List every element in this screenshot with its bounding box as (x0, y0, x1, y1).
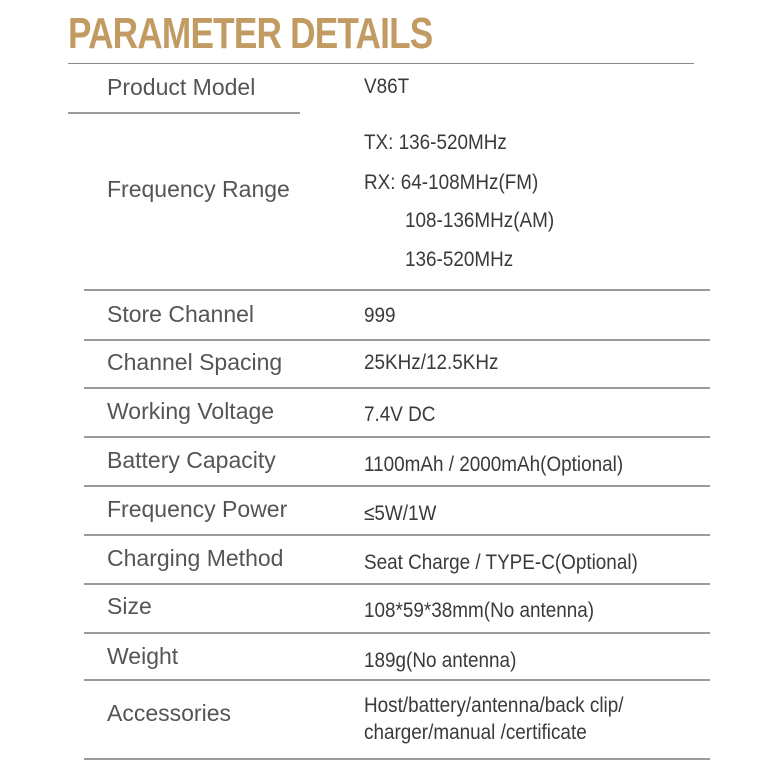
row-divider (84, 339, 710, 341)
param-label-frequency-range: Frequency Range (107, 176, 290, 202)
row-divider (84, 679, 710, 681)
row-divider (84, 583, 710, 585)
row-divider (84, 436, 710, 438)
title-divider (68, 63, 694, 64)
row-divider (84, 485, 710, 487)
param-value-frequency-tx: TX: 136-520MHz (364, 131, 507, 154)
param-value-frequency-rx: RX: 64-108MHz(FM) (364, 171, 539, 194)
param-value-working-voltage: 7.4V DC (364, 403, 436, 426)
param-value-accessories-line1: Host/battery/antenna/back clip/ (364, 694, 624, 717)
param-label-channel-spacing: Channel Spacing (107, 349, 283, 375)
param-label-working-voltage: Working Voltage (107, 398, 275, 424)
param-value-battery-capacity: 1100mAh / 2000mAh(Optional) (364, 453, 624, 476)
param-label-size: Size (107, 593, 152, 619)
param-label-charging-method: Charging Method (107, 545, 284, 571)
param-label-accessories: Accessories (107, 700, 231, 726)
param-label-frequency-power: Frequency Power (107, 496, 288, 522)
param-label-weight: Weight (107, 643, 179, 669)
row-divider (84, 758, 710, 760)
param-value-frequency-uhf: 136-520MHz (405, 248, 514, 271)
row-divider (84, 632, 710, 634)
param-label-store-channel: Store Channel (107, 301, 255, 327)
param-value-store-channel: 999 (364, 304, 396, 327)
param-label-product-model: Product Model (107, 74, 256, 100)
page-title: PARAMETER DETAILS (68, 9, 433, 58)
param-label-battery-capacity: Battery Capacity (107, 447, 276, 473)
param-value-channel-spacing: 25KHz/12.5KHz (364, 351, 499, 374)
param-value-frequency-power: ≤5W/1W (364, 502, 437, 525)
row-divider (84, 534, 710, 536)
param-value-frequency-am: 108-136MHz(AM) (405, 209, 555, 232)
row-divider (84, 289, 710, 291)
param-value-size: 108*59*38mm(No antenna) (364, 599, 595, 622)
row-divider (68, 112, 300, 114)
param-value-product-model: V86T (364, 75, 410, 98)
param-value-weight: 189g(No antenna) (364, 649, 517, 672)
param-value-accessories-line2: charger/manual /certificate (364, 721, 587, 744)
row-divider (84, 387, 710, 389)
param-value-charging-method: Seat Charge / TYPE-C(Optional) (364, 551, 638, 574)
